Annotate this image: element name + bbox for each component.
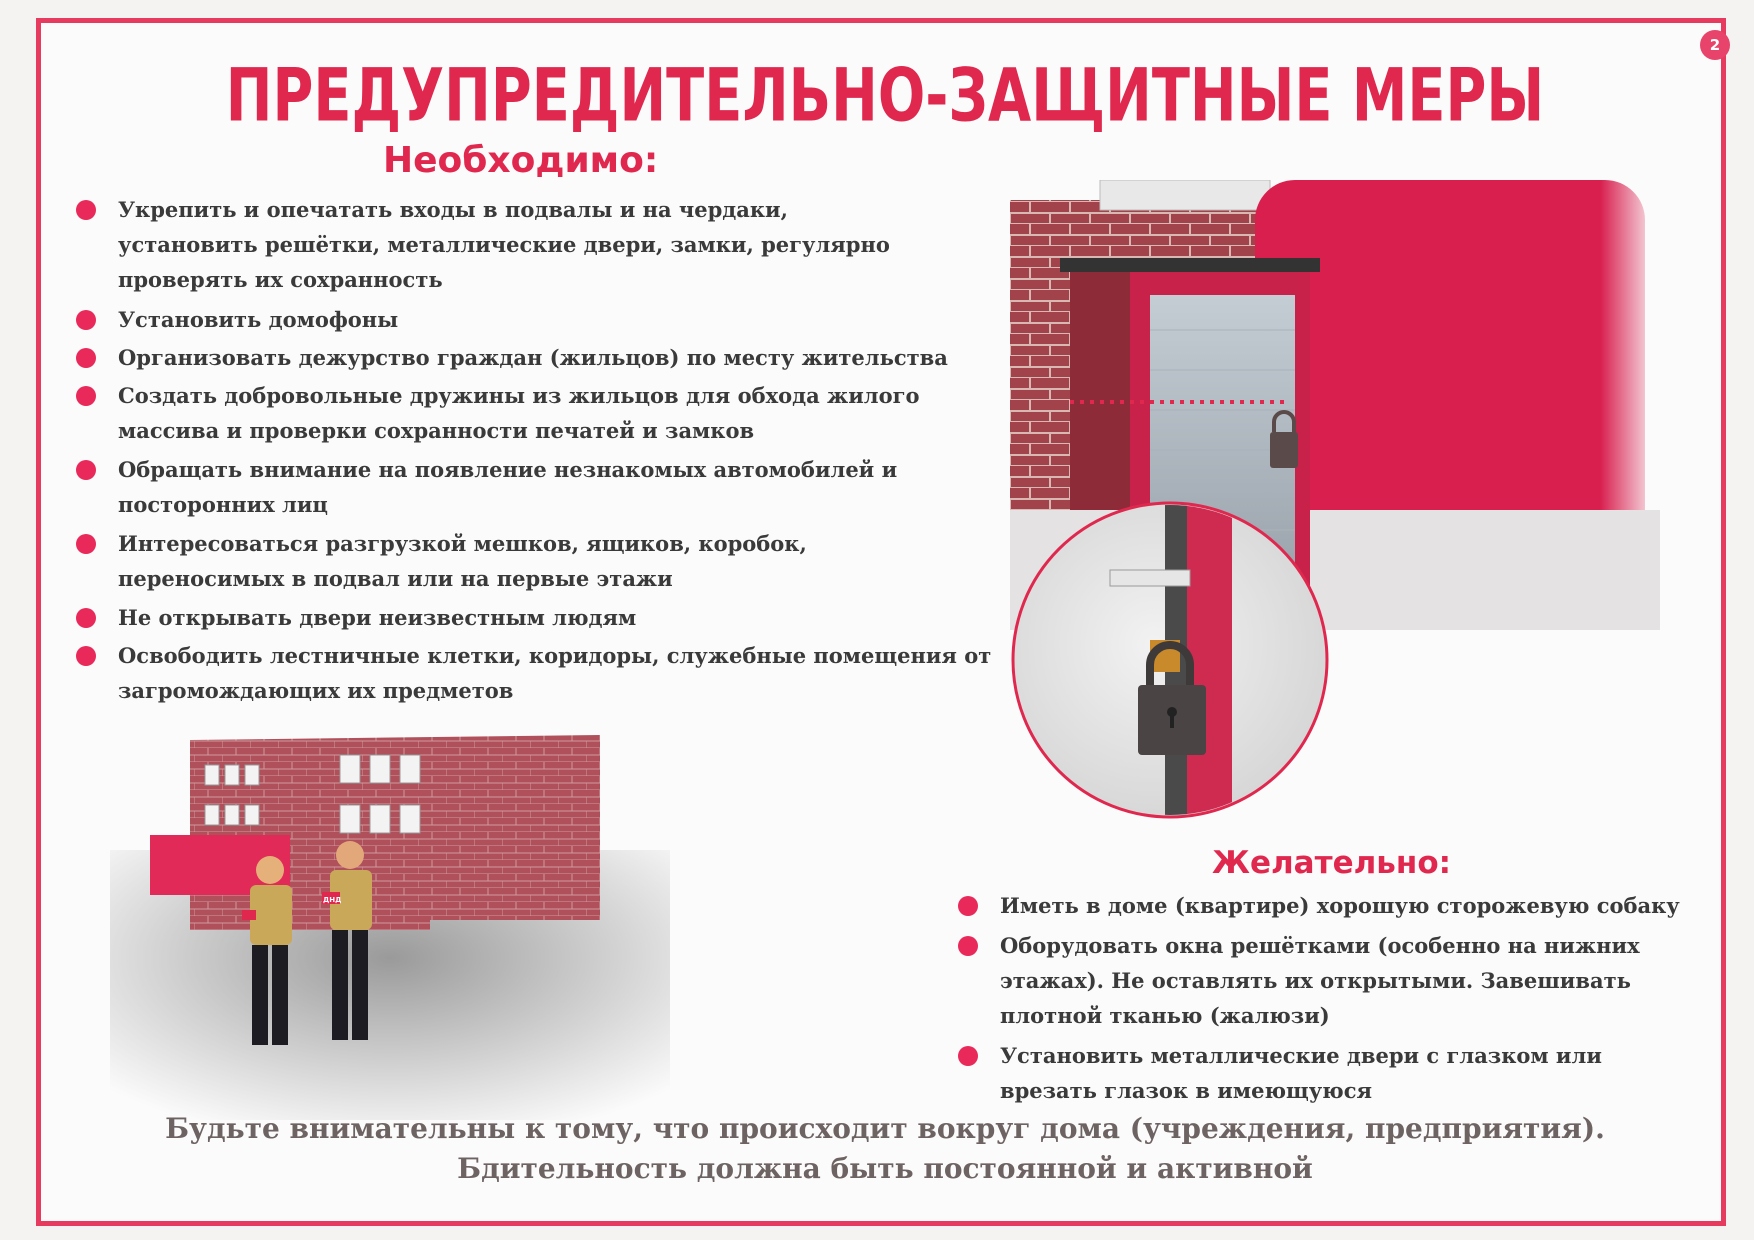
list-item: Оборудовать окна решётками (особенно на нижних этажах). Не оставлять их открытыми. Завешивать плотной тканью (жалюзи)	[958, 928, 1720, 1038]
bullet-icon	[76, 310, 96, 330]
footer-line-1: Будьте внимательны к тому, что происходит вокруг дома (учреждения, предприятия).	[165, 1112, 1605, 1145]
page-title: ПРЕДУПРЕДИТЕЛЬНО-ЗАЩИТНЫЕ МЕРЫ	[225, 52, 1545, 139]
list-item: Установить металлические двери с глазком или врезать глазок в имеющуюся	[958, 1038, 1700, 1112]
list-item: Обращать внимание на появление незнакомых автомобилей и посторонних лиц	[76, 452, 958, 526]
list-item: Не открывать двери неизвестным людям	[76, 600, 976, 638]
bullet-icon	[76, 608, 96, 628]
desirable-list	[958, 888, 1718, 1112]
bullet-icon	[76, 200, 96, 220]
desirable-heading: Желательно:	[1212, 845, 1452, 881]
list-item: Укрепить и опечатать входы в подвалы и на чердаки, установить решётки, металлические двери, замки, регулярно проверять их сохранность	[76, 192, 918, 302]
door-canopy	[1060, 258, 1320, 272]
bullet-icon	[76, 386, 96, 406]
armband-label: ДНД	[323, 896, 342, 904]
list-item: Создать добровольные дружины из жильцов для обхода жилого массива и проверки сохранности печатей и замков	[76, 378, 958, 452]
necessary-heading: Необходимо:	[383, 140, 659, 181]
padlock-icon	[1270, 432, 1298, 468]
list-item: Организовать дежурство граждан (жильцов) по месту жительства	[76, 340, 976, 378]
list-item: Освободить лестничные клетки, коридоры, служебные помещения от загромождающих их предметов	[76, 638, 1018, 712]
page-number: 2	[1700, 30, 1730, 60]
window	[1100, 180, 1270, 210]
necessary-list	[76, 192, 992, 712]
bullet-icon	[958, 936, 978, 956]
bullet-icon	[958, 896, 978, 916]
lock-closeup	[1010, 500, 1330, 820]
list-item: Интересоваться разгрузкой мешков, ящиков, коробок, переносимых в подвал или на первые этажи	[76, 526, 878, 600]
bullet-icon	[76, 348, 96, 368]
list-item: Установить домофоны	[76, 302, 976, 340]
bullet-icon	[76, 534, 96, 554]
bullet-icon	[76, 646, 96, 666]
patrol-illustration	[110, 720, 670, 1120]
footer-line-2: Бдительность должна быть постоянной и активной	[457, 1152, 1313, 1185]
bullet-icon	[76, 460, 96, 480]
bullet-icon	[958, 1046, 978, 1066]
list-item: Иметь в доме (квартире) хорошую сторожевую собаку	[958, 888, 1718, 928]
